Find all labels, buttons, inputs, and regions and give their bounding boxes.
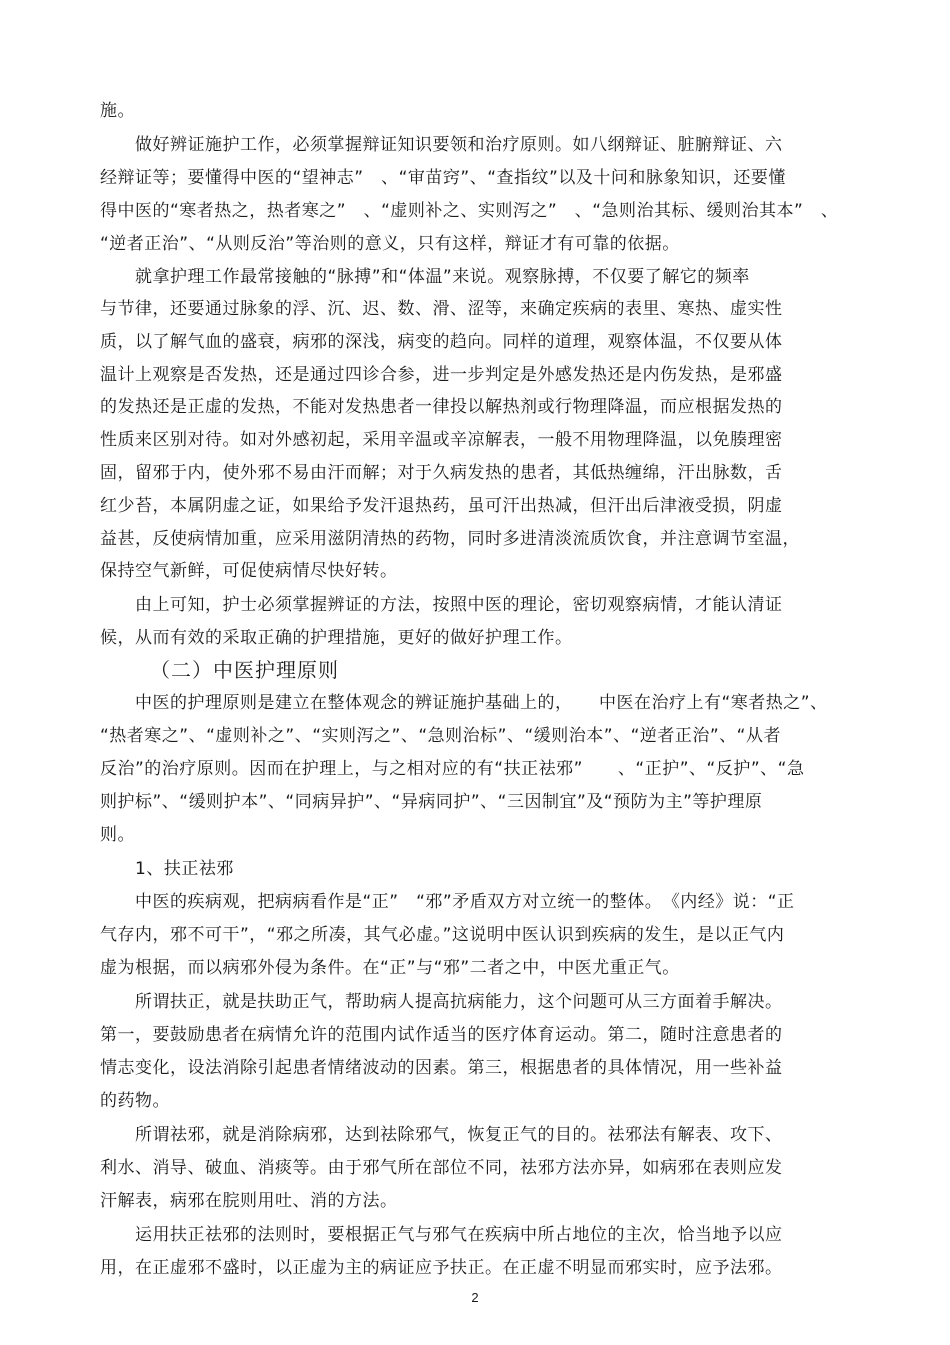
text-line: 施。 (100, 101, 135, 121)
text-line: 固，留邪于内，使外邪不易由汗而解；对于久病发热的患者，其低热缠绵，汗出脉数，舌 (100, 463, 783, 483)
text-line: 第一，要鼓励患者在病情允许的范围内试作适当的医疗体育运动。第二，随时注意患者的 (100, 1025, 783, 1045)
text-line: 虚为根据，而以病邪外侵为条件。在“正”与“邪”二者之中，中医尤重正气。 (100, 958, 680, 978)
text-line: 情志变化，设法消除引起患者情绪波动的因素。第三，根据患者的具体情况，用一些补益 (100, 1058, 783, 1078)
text-line: 利水、消导、破血、消痰等。由于邪气所在部位不同，祛邪方法亦异，如病邪在表则应发 (100, 1158, 783, 1178)
text-line: 就拿护理工作最常接触的“脉搏”和“体温”来说。观察脉搏，不仅要了解它的频率 (135, 267, 750, 287)
text-line: 候，从而有效的采取正确的护理措施，更好的做好护理工作。 (100, 628, 573, 648)
text-line: 得中医的“寒者热之，热者寒之” 、“虚则补之、实则泻之” 、“急则治其标、缓则治其本” 、 (100, 201, 839, 221)
text-line: 质，以了解气血的盛衰，病邪的深浅，病变的趋向。同样的道理，观察体温，不仅要从体 (100, 332, 783, 352)
text-line: 红少苔，本属阴虚之证，如果给予发汗退热药，虽可汗出热减，但汗出后津液受损，阴虚 (100, 496, 783, 516)
text-line: 中医的护理原则是建立在整体观念的辨证施护基础上的， 中医在治疗上有“寒者热之”、 (135, 693, 828, 713)
section-heading: （二）中医护理原则 (150, 658, 339, 682)
text-line: 用，在正虚邪不盛时，以正虚为主的病证应予扶正。在正虚不明显而邪实时，应予法邪。 (100, 1258, 783, 1278)
text-line: 益甚，反使病情加重，应采用滋阴清热的药物，同时多进清淡流质饮食，并注意调节室温， (100, 529, 800, 549)
text-line: 中医的疾病观，把病病看作是“正” “邪”矛盾双方对立统一的整体。 《内经》说：“正 (135, 892, 795, 912)
text-line: 运用扶正祛邪的法则时，要根据正气与邪气在疾病中所占地位的主次，恰当地予以应 (135, 1225, 783, 1245)
text-line: 温计上观察是否发热，还是通过四诊合参，进一步判定是外感发热还是内伤发热，是邪盛 (100, 365, 783, 385)
text-line: 反治”的治疗原则。因而在护理上，与之相对应的有“扶正祛邪” 、“正护”、“反护”、“急 (100, 759, 805, 779)
text-line: 的发热还是正虚的发热，不能对发热患者一律投以解热剂或行物理降温，而应根据发热的 (100, 397, 783, 417)
text-line: 所谓扶正，就是扶助正气，帮助病人提高抗病能力，这个问题可从三方面着手解决。 (135, 992, 783, 1012)
text-line: 则。 (100, 825, 135, 845)
page-number: 2 (471, 1290, 479, 1305)
text-line: 则护标”、“缓则护本”、“同病异护”、“异病同护”、“三因制宜”及“预防为主”等护理原 (100, 792, 763, 812)
text-line: 保持空气新鲜，可促使病情尽快好转。 (100, 561, 398, 581)
subsection-heading: 1、扶正祛邪 (135, 859, 234, 879)
text-line: 所谓祛邪，就是消除病邪，达到祛除邪气，恢复正气的目的。祛邪法有解表、攻下、 (135, 1125, 783, 1145)
text-line: 气存内，邪不可干”，“邪之所凑，其气必虚。”这说明中医认识到疾病的发生，是以正气内 (100, 925, 785, 945)
text-line: 经辩证等；要懂得中医的“望神志” 、“审苗窍”、“查指纹”以及十问和脉象知识，还要懂 (100, 168, 786, 188)
text-line: 汗解表，病邪在脘则用吐、消的方法。 (100, 1191, 398, 1211)
text-line: “热者寒之”、“虚则补之”、“实则泻之”、“急则治标”、“缓则治本”、“逆者正治”、“从者 (100, 726, 781, 746)
text-line: 由上可知，护士必须掌握辨证的方法，按照中医的理论，密切观察病情，才能认清证 (135, 595, 783, 615)
text-line: 做好辨证施护工作，必须掌握辩证知识要领和治疗原则。如八纲辩证、脏腑辩证、六 (135, 135, 783, 155)
text-line: “逆者正治”、“从则反治”等治则的意义，只有这样，辩证才有可靠的依据。 (100, 234, 680, 254)
text-line: 的药物。 (100, 1091, 170, 1111)
text-line: 性质来区别对待。如对外感初起，采用辛温或辛凉解表，一般不用物理降温，以免腠理密 (100, 430, 783, 450)
text-line: 与节律，还要通过脉象的浮、沉、迟、数、滑、涩等，来确定疾病的表里、寒热、虚实性 (100, 299, 783, 319)
